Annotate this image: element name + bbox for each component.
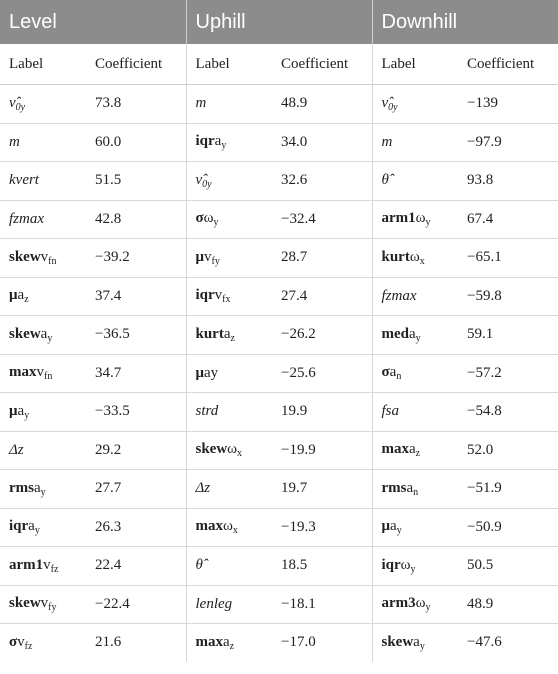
coefficient-cell: 60.0 [86,123,186,162]
coefficient-cell: −32.4 [272,200,372,239]
coefficient-cell: −139 [458,85,558,124]
column-header-label: Label [186,44,272,85]
coefficient-cell: −47.6 [467,634,502,651]
coefficient-cell: 32.6 [272,162,372,201]
coefficient-cell: 48.9 [272,85,372,124]
coefficient-cell: 18.5 [272,547,372,586]
label-cell: skewa$_y$ [0,316,86,355]
label-cell: $\mu a_z$ [0,277,86,316]
table-row [0,585,558,624]
coefficient-cell: 50.5 [458,547,558,586]
label-cell: iqrv$_{fx}$ [186,277,272,316]
coefficient-cell: −26.2 [272,316,372,355]
group-header-level: Level [0,0,186,44]
table-row [0,277,558,316]
label-cell: m [186,85,272,124]
column-header-label: Label [372,44,458,85]
label-cell: $\mu a_y$ [0,393,86,432]
table-row [0,354,558,393]
label-cell: θ̂ [186,547,272,586]
column-header-label: Label [0,44,86,85]
label-cell: m [0,123,86,162]
label-cell: skewa$_y$ [381,633,425,652]
coefficient-cell: 19.7 [272,470,372,509]
label-cell: $\sigma\omega_y$ [186,200,272,239]
label-cell: θ̂ [372,162,458,201]
label-cell: $\nû_{0y}$ [372,85,458,124]
coefficient-cell: 27.7 [86,470,186,509]
label-cell: kvert [0,162,86,201]
coefficient-cell: 48.9 [458,585,558,624]
label-cell: Δz [0,431,86,470]
coefficient-cell: 37.4 [86,277,186,316]
label-cell: $\mu v_{fy}$ [186,239,272,278]
table-row [0,393,558,432]
label-cell: μay [186,354,272,393]
coefficient-cell: 93.8 [458,162,558,201]
label-cell: maxv$_{fn}$ [0,354,86,393]
coefficient-cell: −19.9 [272,431,372,470]
coefficient-cell: −65.1 [458,239,558,278]
label-cell: $\sigma v_{fz}$ [9,633,33,652]
coefficient-cell: 67.4 [458,200,558,239]
label-cell: iqra$_y$ [0,508,86,547]
table-row [0,624,558,662]
table-body [0,85,558,662]
table-row [0,123,558,162]
label-cell: strd [186,393,272,432]
coefficient-cell: 34.7 [86,354,186,393]
coefficient-cell: −51.9 [458,470,558,509]
label-cell: Δz [186,470,272,509]
label-cell: $\nû_{0y}$ [0,85,86,124]
coefficient-cell: 22.4 [86,547,186,586]
coefficient-cell: −54.8 [458,393,558,432]
group-header-downhill: Downhill [372,0,558,44]
label-cell: kurta$_z$ [186,316,272,355]
label-cell: lenleg [186,585,272,624]
column-header-row [0,44,558,85]
table-row [0,200,558,239]
label-cell: maxa$_z$ [195,633,235,652]
coefficient-cell: −57.2 [458,354,558,393]
table-row [0,431,558,470]
coefficient-cell: 73.8 [86,85,186,124]
coefficient-cell: −97.9 [458,123,558,162]
coefficient-cell: −18.1 [272,585,372,624]
table-row [0,470,558,509]
label-cell: skewv$_{fn}$ [0,239,86,278]
coefficient-cell: −22.4 [86,585,186,624]
coefficient-cell: −19.3 [272,508,372,547]
coefficient-cell: 29.2 [86,431,186,470]
label-cell: iqra$_y$ [186,123,272,162]
group-header-uphill: Uphill [186,0,372,44]
coefficient-cell: 59.1 [458,316,558,355]
label-cell: meda$_y$ [372,316,458,355]
label-cell: $arm3\omega_y$ [372,585,458,624]
label-cell: maxa$_z$ [372,431,458,470]
column-header-coefficient: Coefficient [272,44,372,85]
label-cell: kurtω$_x$ [372,239,458,278]
label-cell: skewω$_x$ [186,431,272,470]
coefficient-cell: −39.2 [86,239,186,278]
coefficient-cell: 28.7 [272,239,372,278]
label-cell: rmsa$_n$ [372,470,458,509]
table-row [0,162,558,201]
label-cell: fzmax [0,200,86,239]
coefficient-cell: 27.4 [272,277,372,316]
coefficient-cell: −59.8 [458,277,558,316]
table-row [0,85,558,124]
label-cell: $\sigma a_n$ [372,354,458,393]
coefficient-cell: −50.9 [458,508,558,547]
label-cell: $\mu a_y$ [372,508,458,547]
table-row [0,316,558,355]
label-cell: fzmax [372,277,458,316]
coefficient-cell: −25.6 [272,354,372,393]
label-cell: $arm1v_{fz}$ [0,547,86,586]
table-row [0,547,558,586]
coefficient-cell: 52.0 [458,431,558,470]
table-row [0,239,558,278]
label-cell: rmsa$_y$ [0,470,86,509]
column-header-coefficient: Coefficient [458,44,558,85]
coefficient-cell: 51.5 [86,162,186,201]
label-cell: fsa [372,393,458,432]
table-row [0,508,558,547]
coefficient-cell: −17.0 [272,624,372,662]
coefficient-cell: −36.5 [86,316,186,355]
label-cell: skewv$_{fy}$ [0,585,86,624]
coefficient-cell: −33.5 [86,393,186,432]
label-cell: maxω$_x$ [186,508,272,547]
coefficient-cell: 26.3 [86,508,186,547]
column-header-coefficient: Coefficient [86,44,186,85]
label-cell: m [372,123,458,162]
label-cell: $\nû_{0y}$ [186,162,272,201]
coefficient-cell: 19.9 [272,393,372,432]
coefficient-cell: 21.6 [86,624,186,662]
coefficient-cell: 34.0 [272,123,372,162]
label-cell: iqrω$_y$ [372,547,458,586]
group-header-row [0,0,558,44]
label-cell: $arm1\omega_y$ [372,200,458,239]
coefficient-cell: 42.8 [86,200,186,239]
